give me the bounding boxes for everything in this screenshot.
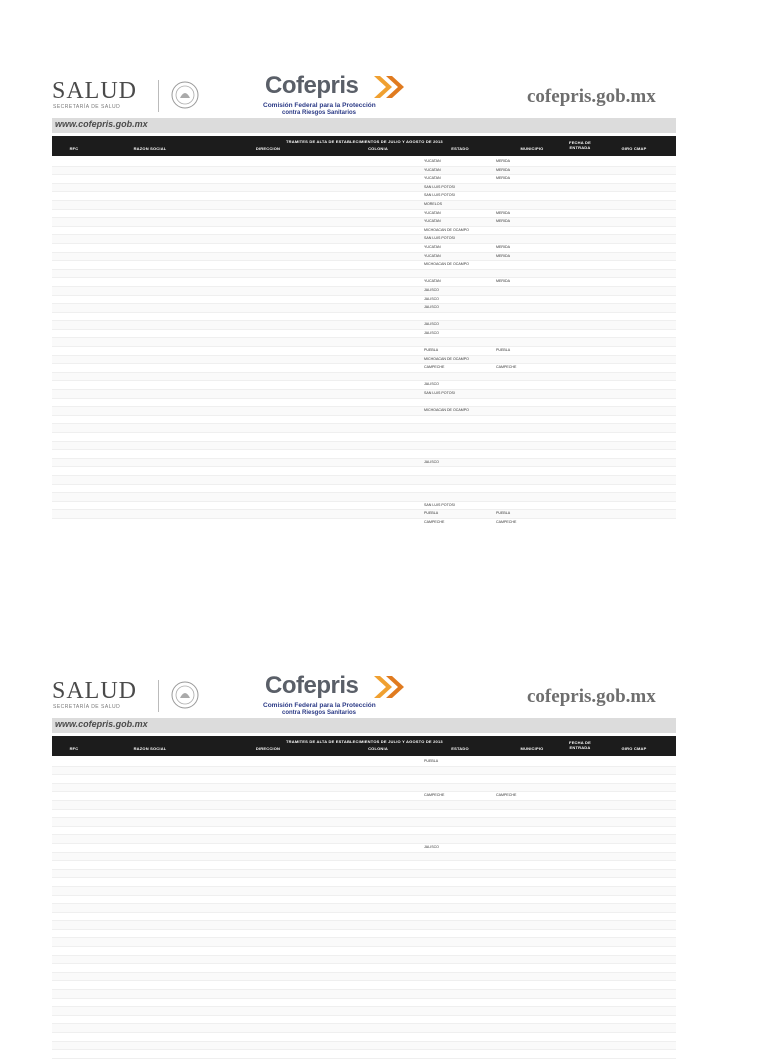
table-row — [52, 253, 676, 262]
table-row — [52, 973, 676, 982]
table-row — [52, 485, 676, 494]
table-row — [52, 502, 676, 511]
table-row — [52, 227, 676, 236]
salud-subtitle: SECRETARÍA DE SALUD — [53, 104, 121, 110]
municipio-cell: MERIDA — [496, 219, 510, 224]
table-row — [52, 999, 676, 1008]
municipio-cell: MERIDA — [496, 176, 510, 181]
column-header-razon-social: RAZON SOCIAL — [133, 746, 167, 751]
document-page-1 — [0, 0, 768, 525]
table-row — [52, 407, 676, 416]
estado-cell: PUEBLA — [424, 348, 439, 353]
estado-cell: YUCATAN — [424, 210, 441, 215]
estado-cell: SAN LUIS POTOSI — [424, 236, 455, 241]
cofepris-subtitle-line2: contra Riesgos Sanitarios — [282, 110, 357, 116]
estado-cell: MORELOS — [424, 201, 442, 206]
cofepris-logo-text: Cofepris — [265, 72, 359, 99]
cofepris-subtitle-line1: Comisión Federal para la Protección — [263, 702, 376, 709]
estado-cell: JALISCO — [424, 296, 439, 301]
page-header — [0, 0, 768, 118]
table-row — [52, 399, 676, 408]
estado-cell: CAMPECHE — [424, 793, 445, 798]
table-row — [52, 390, 676, 399]
table-row — [52, 775, 676, 784]
table-body — [52, 758, 676, 1059]
estado-cell: CAMPECHE — [424, 365, 445, 370]
table-row — [52, 870, 676, 879]
table-row — [52, 381, 676, 390]
estado-cell: JALISCO — [424, 322, 439, 327]
table-row — [52, 1042, 676, 1051]
table-body — [52, 158, 676, 571]
table-row — [52, 853, 676, 862]
mexican-emblem-icon — [170, 680, 200, 710]
table-row — [52, 767, 676, 776]
estado-cell: SAN LUIS POTOSI — [424, 391, 455, 396]
table-row — [52, 913, 676, 922]
table-row — [52, 270, 676, 279]
page-header — [0, 600, 768, 718]
table-row — [52, 287, 676, 296]
table-row — [52, 416, 676, 425]
estado-cell: MICHOACAN DE OCAMPO — [424, 408, 469, 413]
table-row — [52, 810, 676, 819]
estado-cell: CAMPECHE — [424, 519, 445, 524]
estado-cell: SAN LUIS POTOSI — [424, 184, 455, 189]
table-row — [52, 758, 676, 767]
estado-cell: MICHOACAN DE OCAMPO — [424, 227, 469, 232]
table-row — [52, 210, 676, 219]
table-row — [52, 192, 676, 201]
municipio-cell: MERIDA — [496, 159, 510, 163]
table-row — [52, 373, 676, 382]
estado-cell: JALISCO — [424, 382, 439, 387]
estado-cell: YUCATAN — [424, 244, 441, 249]
table-row — [52, 175, 676, 184]
column-header-direccion: DIRECCION — [255, 146, 281, 151]
table-row — [52, 158, 676, 167]
small-site-url[interactable]: www.cofepris.gob.mx — [55, 119, 148, 129]
column-header-rfc: RFC — [69, 146, 79, 151]
table-row — [52, 964, 676, 973]
table-row — [52, 476, 676, 485]
table-row — [52, 304, 676, 313]
table-row — [52, 424, 676, 433]
table-row — [52, 244, 676, 253]
table-title: TRAMITES DE ALTA DE ESTABLECIMIENTOS DE JULIO Y AGOSTO DE 2013 — [286, 139, 443, 144]
table-row — [52, 450, 676, 459]
table-row — [52, 493, 676, 502]
table-row — [52, 296, 676, 305]
table-row — [52, 1024, 676, 1033]
table-row — [52, 938, 676, 947]
table-row — [52, 347, 676, 356]
table-row — [52, 878, 676, 887]
table-row — [52, 278, 676, 287]
table-row — [52, 321, 676, 330]
table-row — [52, 818, 676, 827]
table-row — [52, 947, 676, 956]
table-row — [52, 827, 676, 836]
column-header-estado: ESTADO — [451, 146, 469, 151]
municipio-cell: MERIDA — [496, 253, 510, 258]
table-row — [52, 896, 676, 905]
estado-cell: YUCATAN — [424, 253, 441, 258]
table-row — [52, 261, 676, 270]
table-row — [52, 956, 676, 965]
table-row — [52, 338, 676, 347]
table-row — [52, 364, 676, 373]
table-header — [52, 136, 676, 156]
estado-cell: SAN LUIS POTOSI — [424, 502, 455, 507]
estado-cell: YUCATAN — [424, 176, 441, 181]
site-url[interactable]: cofepris.gob.mx — [527, 686, 656, 707]
column-header-fecha: FECHA DE ENTRADA — [569, 140, 591, 150]
column-header-municipio: MUNICIPIO — [520, 746, 544, 751]
table-row — [52, 784, 676, 793]
table-row — [52, 835, 676, 844]
column-header-municipio: MUNICIPIO — [520, 146, 544, 151]
municipio-cell: MERIDA — [496, 244, 510, 249]
table-row — [52, 442, 676, 451]
estado-cell: MICHOACAN DE OCAMPO — [424, 356, 469, 361]
salud-subtitle: SECRETARÍA DE SALUD — [53, 704, 121, 710]
table-row — [52, 313, 676, 322]
municipio-cell: MERIDA — [496, 279, 510, 284]
table-row — [52, 201, 676, 210]
table-row — [52, 844, 676, 853]
table-row — [52, 1050, 676, 1059]
estado-cell: JALISCO — [424, 844, 439, 849]
small-site-url[interactable]: www.cofepris.gob.mx — [55, 719, 148, 729]
header-divider — [158, 80, 159, 112]
table-row — [52, 356, 676, 365]
estado-cell: JALISCO — [424, 459, 439, 464]
table-row — [52, 990, 676, 999]
column-header-direccion: DIRECCION — [255, 746, 281, 751]
table-row — [52, 887, 676, 896]
estado-cell: YUCATAN — [424, 159, 441, 163]
cofepris-subtitle-line1: Comisión Federal para la Protección — [263, 102, 376, 109]
municipio-cell: PUEBLA — [496, 348, 511, 353]
municipio-cell: MERIDA — [496, 167, 510, 172]
header-divider — [158, 680, 159, 712]
table-row — [52, 459, 676, 468]
cofepris-arrows-icon — [372, 74, 408, 100]
column-header-colonia: COLONIA — [368, 146, 388, 151]
salud-logo-text: SALUD — [52, 78, 138, 104]
estado-cell: MICHOACAN DE OCAMPO — [424, 262, 469, 267]
table-row — [52, 1016, 676, 1025]
table-row — [52, 801, 676, 810]
estado-cell: YUCATAN — [424, 167, 441, 172]
cofepris-logo-text: Cofepris — [265, 672, 359, 699]
municipio-cell: CAMPECHE — [496, 793, 517, 798]
municipio-cell: MERIDA — [496, 210, 510, 215]
estado-cell: SAN LUIS POTOSI — [424, 193, 455, 198]
site-url[interactable]: cofepris.gob.mx — [527, 86, 656, 107]
page-gap — [0, 525, 768, 600]
document-page-2 — [0, 600, 768, 1024]
municipio-cell: CAMPECHE — [496, 365, 517, 370]
table-row — [52, 930, 676, 939]
table-row — [52, 167, 676, 176]
municipio-cell: PUEBLA — [496, 511, 511, 516]
column-header-rfc: RFC — [69, 746, 79, 751]
table-row — [52, 792, 676, 801]
cofepris-arrows-icon — [372, 674, 408, 700]
table-row — [52, 981, 676, 990]
table-row — [52, 510, 676, 519]
table-row — [52, 1007, 676, 1016]
table-row — [52, 861, 676, 870]
column-header-fecha: FECHA DE ENTRADA — [569, 740, 591, 750]
table-row — [52, 433, 676, 442]
estado-cell: JALISCO — [424, 287, 439, 292]
column-header-giro: GIRO CMAP — [621, 746, 647, 751]
estado-cell: PUEBLA — [424, 511, 439, 516]
table-row — [52, 235, 676, 244]
column-header-razon-social: RAZON SOCIAL — [133, 146, 167, 151]
estado-cell: YUCATAN — [424, 279, 441, 284]
estado-cell: YUCATAN — [424, 219, 441, 224]
table-row — [52, 330, 676, 339]
table-row — [52, 921, 676, 930]
table-row — [52, 218, 676, 227]
table-row — [52, 1033, 676, 1042]
mexican-emblem-icon — [170, 80, 200, 110]
table-row — [52, 467, 676, 476]
table-row — [52, 184, 676, 193]
column-header-colonia: COLONIA — [368, 746, 388, 751]
table-row — [52, 904, 676, 913]
estado-cell: JALISCO — [424, 305, 439, 310]
municipio-cell: CAMPECHE — [496, 519, 517, 524]
cofepris-subtitle-line2: contra Riesgos Sanitarios — [282, 710, 357, 716]
column-header-estado: ESTADO — [451, 746, 469, 751]
estado-cell: PUEBLA — [424, 759, 439, 763]
column-header-giro: GIRO CMAP — [621, 146, 647, 151]
estado-cell: JALISCO — [424, 330, 439, 335]
table-title: TRAMITES DE ALTA DE ESTABLECIMIENTOS DE JULIO Y AGOSTO DE 2013 — [286, 739, 443, 744]
table-header — [52, 736, 676, 756]
salud-logo-text: SALUD — [52, 678, 138, 704]
